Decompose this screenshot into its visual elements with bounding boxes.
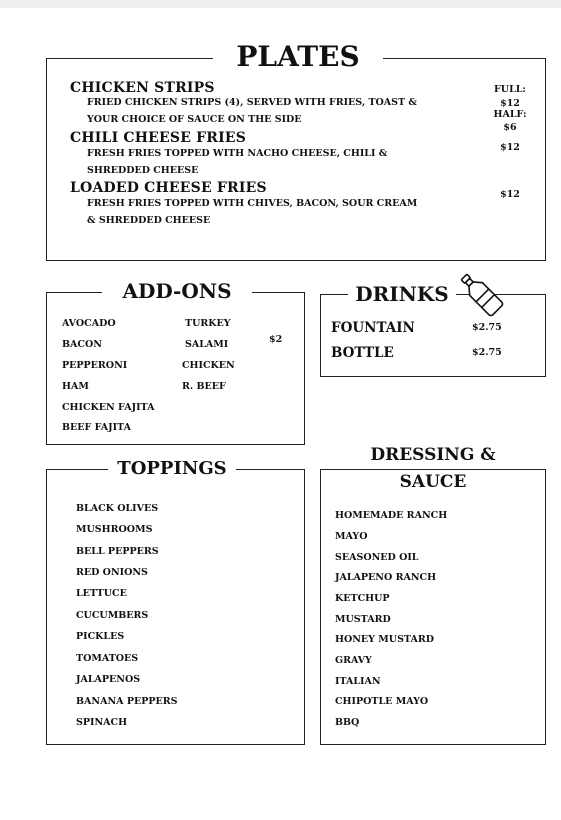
- plate-desc-chicken-strips-1: FRIED CHICKEN STRIPS (4), SERVED WITH FRIES, TOAST &: [87, 97, 417, 108]
- topping-bell-peppers: BELL PEPPERS: [76, 546, 159, 557]
- topping-mushrooms: MUSHROOMS: [76, 524, 153, 535]
- dressing-mustard: MUSTARD: [335, 614, 391, 625]
- plates-title: PLATES: [213, 40, 383, 74]
- topping-red-onions: RED ONIONS: [76, 567, 148, 578]
- drink-bottle-price: $2.75: [472, 347, 502, 358]
- addon-turkey: TURKEY: [185, 318, 231, 329]
- drink-fountain: FOUNTAIN: [331, 320, 415, 336]
- addon-avocado: AVOCADO: [62, 318, 116, 329]
- plate-name-chili-cheese-fries: CHILI CHEESE FRIES: [70, 130, 247, 146]
- addon-salami: SALAMI: [185, 339, 229, 350]
- plate-desc-chili-cheese-fries-1: FRESH FRIES TOPPED WITH NACHO CHEESE, CHILI &: [87, 148, 388, 159]
- addon-chicken-fajita: CHICKEN FAJITA: [62, 402, 155, 413]
- addon-beef-fajita: BEEF FAJITA: [62, 422, 131, 433]
- addons-title: ADD-ONS: [102, 278, 252, 304]
- dressing-title-line1: DRESSING &: [360, 443, 506, 467]
- addon-bacon: BACON: [62, 339, 102, 350]
- dressing-seasoned-oil: SEASONED OIL: [335, 552, 419, 563]
- addon-chicken: CHICKEN: [182, 360, 235, 371]
- plate-desc-chili-cheese-fries-2: SHREDDED CHEESE: [87, 165, 199, 176]
- topping-pickles: PICKLES: [76, 631, 125, 642]
- topping-tomatoes: TOMATOES: [76, 653, 139, 664]
- topping-black-olives: BLACK OLIVES: [76, 503, 159, 514]
- dressing-gravy: GRAVY: [335, 655, 372, 666]
- price-chili-cheese-fries: $12: [500, 142, 520, 153]
- dressing-chipotle-mayo: CHIPOTLE MAYO: [335, 696, 429, 707]
- addon-pepperoni: PEPPERONI: [62, 360, 128, 371]
- price-full: $12: [500, 98, 520, 109]
- price-half-label: HALF:: [493, 109, 527, 120]
- plate-desc-chicken-strips-2: YOUR CHOICE OF SAUCE ON THE SIDE: [87, 114, 302, 125]
- price-loaded-cheese-fries: $12: [500, 189, 520, 200]
- addons-price: $2: [269, 334, 283, 345]
- dressing-jalapeno-ranch: JALAPENO RANCH: [335, 572, 437, 583]
- plate-name-chicken-strips: CHICKEN STRIPS: [70, 80, 215, 96]
- drink-bottle: BOTTLE: [331, 345, 394, 361]
- topping-spinach: SPINACH: [76, 717, 128, 728]
- price-half: $6: [503, 122, 517, 133]
- drink-fountain-price: $2.75: [472, 322, 502, 333]
- top-bar: [0, 0, 561, 8]
- plate-desc-loaded-cheese-fries-1: FRESH FRIES TOPPED WITH CHIVES, BACON, SOUR CREAM: [87, 198, 418, 209]
- drinks-title: DRINKS: [348, 281, 456, 307]
- dressing-italian: ITALIAN: [335, 676, 381, 687]
- topping-cucumbers: CUCUMBERS: [76, 610, 149, 621]
- topping-banana-peppers: BANANA PEPPERS: [76, 696, 178, 707]
- dressing-title-line2: SAUCE: [380, 470, 486, 494]
- price-full-label: FULL:: [494, 84, 526, 95]
- addon-ham: HAM: [62, 381, 89, 392]
- plate-desc-loaded-cheese-fries-2: & SHREDDED CHEESE: [87, 215, 211, 226]
- topping-jalapenos: JALAPENOS: [76, 674, 141, 685]
- dressing-bbq: BBQ: [335, 717, 360, 728]
- dressing-mayo: MAYO: [335, 531, 368, 542]
- plate-name-loaded-cheese-fries: LOADED CHEESE FRIES: [70, 180, 267, 196]
- dressing-honey-mustard: HONEY MUSTARD: [335, 634, 434, 645]
- topping-lettuce: LETTUCE: [76, 588, 127, 599]
- toppings-title: TOPPINGS: [108, 457, 236, 481]
- dressing-ketchup: KETCHUP: [335, 593, 390, 604]
- dressing-homemade-ranch: HOMEMADE RANCH: [335, 510, 448, 521]
- bottle-icon: [452, 270, 510, 318]
- addon-r-beef: R. BEEF: [182, 381, 226, 392]
